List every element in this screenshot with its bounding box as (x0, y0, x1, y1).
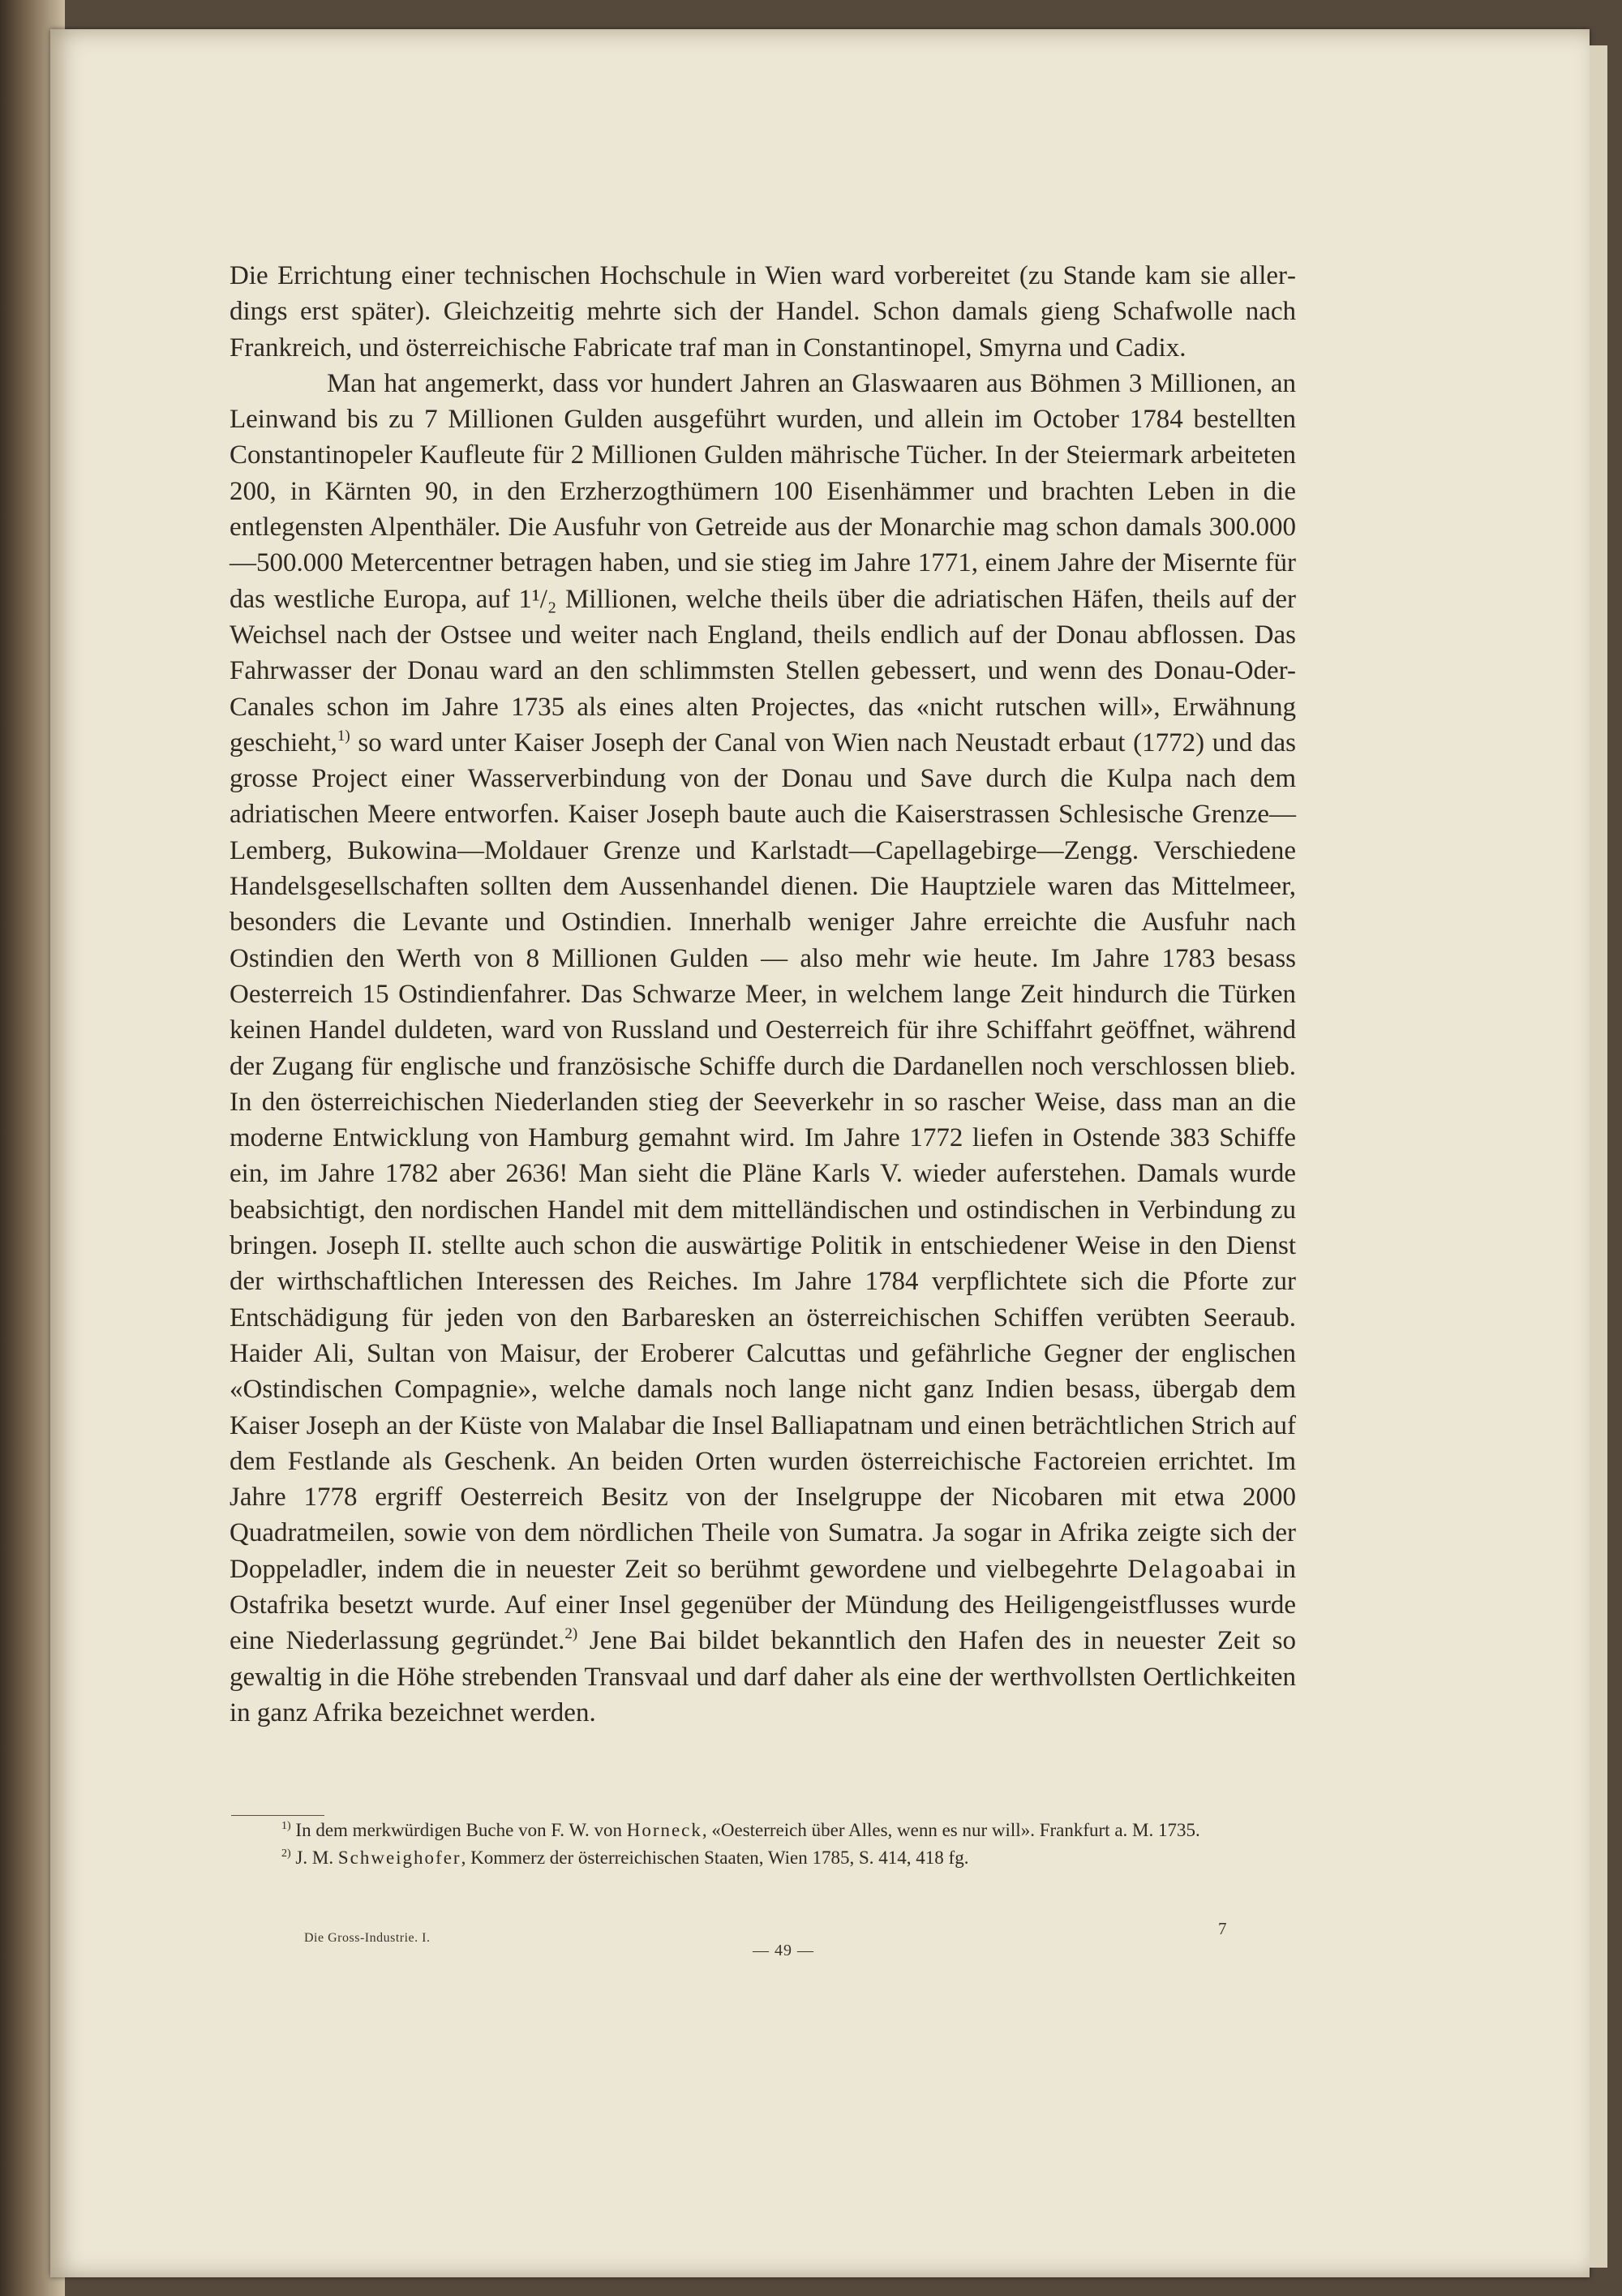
footnote-ref-1: 1) (337, 727, 350, 745)
footnotes (230, 1817, 1296, 1871)
page-edge (1590, 45, 1607, 2268)
paragraph-1: Die Errichtung einer technischen Hochschule in Wien ward vorbereitet (zu Stande kam sie allerdings erst später). Gleichzeitig mehrte sich der Handel. Schon damals gieng Schafwolle nach Frankreich, und österreichische Fabricate traf man in Constantinopel, Smyrna und Cadix. (230, 261, 1296, 363)
footnote-ref-2: 2) (564, 1625, 578, 1643)
footnote-2-author: Schweighofer (337, 1848, 461, 1868)
sheet-number: 7 (1218, 1919, 1227, 1938)
main-text (230, 258, 1296, 1731)
paragraph-2-part-4: Jene Bai bildet bekanntlich den Hafen des in neuester Zeit so gewaltig in die Höhe strebenden Transvaal und darf daher als eine der werthvollsten Oertlichkeiten in ganz Afrika bezeichnet werden. (230, 1626, 1297, 1727)
spaced-term-delagoabai: Delagoabai (1127, 1554, 1266, 1584)
footnote-1-text (230, 1817, 1296, 1843)
paragraph-2-part-3: in Ostafrika besetzt wurde. Auf einer Insel gegenüber der Mündung des Heiligengeistflusses wurde eine Niederlassung gegründet. (230, 1554, 1296, 1656)
footnote-2-mark: 2) (281, 1848, 291, 1860)
footnote-1 (230, 1817, 1296, 1871)
sheet-signature: Die Gross-Industrie. I. (304, 1931, 431, 1945)
page-number: — 49 — (753, 1942, 814, 1959)
footnote-1-mark: 1) (281, 1820, 291, 1832)
footnote-2-text (230, 1845, 1296, 1871)
paragraph-2-part-2: so ward unter Kaiser Joseph der Canal von Wien nach Neustadt erbaut (1772) und das grosse Project einer Wasserverbindung von der Donau und Save durch die Kulpa nach dem adriatischen Meere entworfen. Kaiser Joseph baute auch die Kaiserstrassen Schlesische Grenze—Lemberg, Bukowina—Moldauer Grenze und Karlstadt—Capellagebirge—Zengg. Verschiedene Handelsgesellschaften sollten dem Aussenhandel dienen. Die Hauptziele waren das Mittelmeer, besonders die Levante und Ostindien. Innerhalb weniger Jahre erreichte die Ausfuhr nach Ostindien den Werth von 8 Millionen Gulden — also mehr wie heute. Im Jahre 1783 besass Oesterreich 15 Ostindienfahrer. Das Schwarze Meer, in welchem lange Zeit hindurch die Türken keinen Handel duldeten, ward von Russland und Oesterreich für ihre Schiffahrt geöffnet, während der Zugang für englische und französische Schiffe durch die Dardanellen noch verschlossen blieb. In den österreichischen Niederlanden stieg der Seeverkehr in so rascher Weise, dass man an die moderne Entwicklung von Hamburg gemahnt wird. Im Jahre 1772 liefen in Ostende 383 Schiffe ein, im Jahre 1782 aber 2636! Man sieht die Pläne Karls V. wieder auferstehen. Damals wurde beabsichtigt, den nordischen Handel mit dem mittelländischen und ostindischen in Verbindung zu bringen. Joseph II. stellte auch schon die auswärtige Politik in entschiedener Weise in den Dienst der wirthschaftlichen Interessen des Reiches. Im Jahre 1784 verpflichtete sich die Pforte zur Entschädigung für jeden von den Barbaresken an österreichischen Schiffen verübten Seeraub. Haider Ali, Sultan von Maisur, der Eroberer Calcuttas und gefährliche Gegner der englischen «Ostindischen Compagnie», welche damals noch lange nicht ganz Indien besass, übergab dem Kaiser Joseph an der Küste von Malabar die Insel Balliapatnam und einen beträchtlichen Strich auf dem Festlande als Geschenk. An beiden Orten wurden österreichische Factoreien errichtet. Im Jahre 1778 ergriff Oesterreich Besitz von der Inselgruppe der Nicobaren mit etwa 2000 Quadratmeilen, sowie von dem nördlichen Theile von Sumatra. Ja sogar in Afrika zeigte sich der Doppeladler, indem die in neuester Zeit so berühmt gewordene und vielbegehrte (230, 727, 1296, 1584)
paragraph-2 (230, 366, 1296, 1731)
paragraph-2-part-1: Man hat angemerkt, dass vor hundert Jahren an Glaswaaren aus Böhmen 3 Millionen, an Leinwand bis zu 7 Millionen Gulden ausgeführt wurden, und allein im October 1784 bestellten Constantinopeler Kaufleute für 2 Millionen Gulden mährische Tücher. In der Steiermark arbeiteten 200, in Kärnten 90, in den Erzherzogthümern 100 Eisenhämmer und brachten Leben in die entlegensten Alpenthäler. Die Ausfuhr von Getreide aus der Monarchie mag schon damals 300.000—500.000 Metercentner betragen haben, und sie stieg im Jahre 1771, einem Jahre der Misernte für das westliche Europa, auf 1¹/₂ Millionen, welche theils über die adriatischen Häfen, theils auf der Weichsel nach der Ostsee und weiter nach England, theils endlich auf der Donau abflossen. Das Fahrwasser der Donau ward an den schlimmsten Stellen gebessert, und wenn des Donau-Oder-Canales schon im Jahre 1735 als eines alten Projectes, das «nicht rutschen will», Erwähnung geschieht, (230, 368, 1296, 757)
footnote-1-after: , «Oesterreich über Alles, wenn es nur will». Frankfurt a. M. 1735. (702, 1820, 1200, 1840)
footnote-1-author: Horneck (626, 1820, 702, 1840)
footnote-2-before: J. M. (290, 1848, 338, 1868)
footnote-2-after: , Kommerz der österreichischen Staaten, Wien 1785, S. 414, 418 fg. (461, 1848, 969, 1868)
footnote-separator (231, 1815, 324, 1816)
footnote-1-before: In dem merkwürdigen Buche von F. W. von (290, 1820, 627, 1840)
